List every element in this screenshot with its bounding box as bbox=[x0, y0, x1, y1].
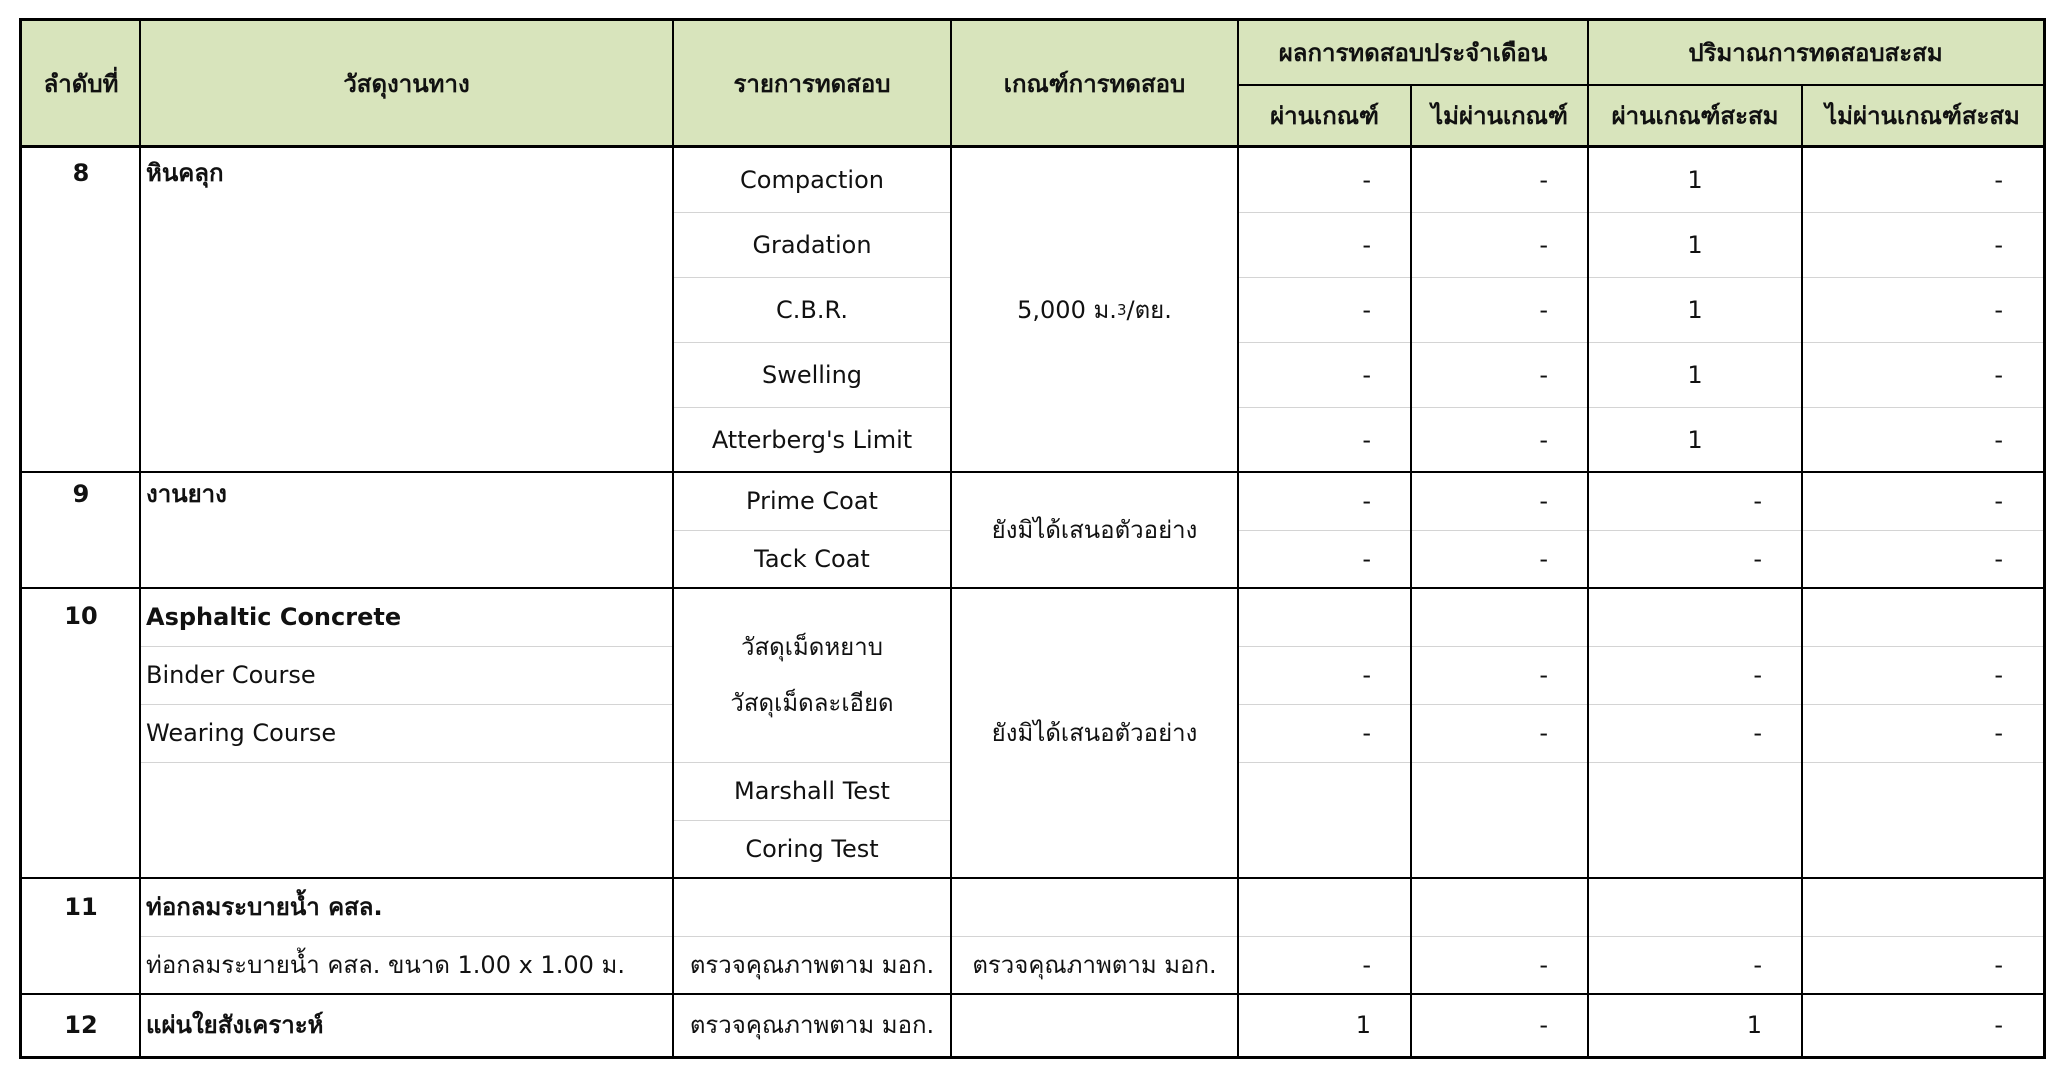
row8-sep-3 bbox=[673, 342, 951, 343]
row10-sep-test-2 bbox=[673, 820, 951, 821]
row8-sep-vals-4 bbox=[1238, 407, 2043, 408]
header-cum-pass: ผ่านเกณฑ์สะสม bbox=[1588, 85, 1802, 147]
row8-test-3: C.B.R. bbox=[776, 295, 848, 324]
row12-test: ตรวจคุณภาพตาม มอก. bbox=[689, 1011, 935, 1039]
row8-cp-5: 1 bbox=[1687, 425, 1703, 454]
row9-cf-1: - bbox=[1994, 487, 2003, 515]
row11-mp: - bbox=[1362, 951, 1371, 979]
row9-test-2: Tack Coat bbox=[754, 545, 870, 573]
row8-mf-5: - bbox=[1539, 425, 1548, 454]
grid-v-6 bbox=[1587, 21, 1589, 1056]
row10-test-fine: วัสดุเม็ดละเอียด bbox=[730, 689, 894, 717]
row11-criteria: ตรวจคุณภาพตาม มอก. bbox=[972, 951, 1217, 979]
row9-sep-test bbox=[673, 530, 951, 531]
row10-sub-binder: Binder Course bbox=[146, 661, 316, 689]
row8-test-5: Atterberg's Limit bbox=[711, 425, 913, 454]
row10-mf-1: - bbox=[1539, 661, 1548, 689]
row10-cp-1: - bbox=[1753, 661, 1762, 689]
row8-cf-5: - bbox=[1994, 425, 2003, 454]
row10-no: 10 bbox=[64, 602, 98, 630]
row8-cf-4: - bbox=[1994, 360, 2003, 389]
row8-cf-3: - bbox=[1994, 295, 2003, 324]
row11-no: 11 bbox=[64, 893, 98, 921]
row8-test-4: Swelling bbox=[761, 360, 863, 389]
row9-test-1: Prime Coat bbox=[746, 487, 878, 515]
row10-cp-2: - bbox=[1753, 719, 1762, 747]
row8-criteria-prefix: 5,000 ม. bbox=[1017, 295, 1117, 324]
row10-test-aggregates bbox=[673, 588, 951, 762]
row8-cp-1: 1 bbox=[1687, 165, 1703, 194]
row10-sep-vals-3 bbox=[1238, 762, 2043, 763]
row8-no: 8 bbox=[72, 159, 90, 187]
row12-material: แผ่นใยสังเคราะห์ bbox=[146, 1011, 324, 1039]
row9-mp-2: - bbox=[1362, 545, 1371, 573]
row8-sep-vals-3 bbox=[1238, 342, 2043, 343]
row8-mf-2: - bbox=[1539, 230, 1548, 259]
row8-cf-2: - bbox=[1994, 230, 2003, 259]
header-monthly-fail: ไม่ผ่านเกณฑ์ bbox=[1411, 85, 1588, 147]
row10-test-marshall: Marshall Test bbox=[734, 777, 890, 805]
row10-mp-1: - bbox=[1362, 661, 1371, 689]
row10-cf-2: - bbox=[1994, 719, 2003, 747]
header-monthly-pass: ผ่านเกณฑ์ bbox=[1238, 85, 1411, 147]
row10-test-coarse: วัสดุเม็ดหยาบ bbox=[741, 633, 883, 661]
row9-mp-1: - bbox=[1362, 487, 1371, 515]
row8-cp-4: 1 bbox=[1687, 360, 1703, 389]
row8-material: หินคลุก bbox=[146, 159, 224, 187]
row9-cf-2: - bbox=[1994, 545, 2003, 573]
row8-cp-3: 1 bbox=[1687, 295, 1703, 324]
row8-test-1: Compaction bbox=[740, 165, 884, 194]
row12-cp: 1 bbox=[1746, 1011, 1762, 1039]
grid-v-3 bbox=[950, 21, 952, 1056]
row11-material: ท่อกลมระบายน้ำ คสล. bbox=[146, 893, 383, 921]
grid-h-row11-bottom bbox=[22, 993, 2043, 995]
row10-criteria: ยังมิได้เสนอตัวอย่าง bbox=[991, 719, 1198, 747]
row10-sep-material-3 bbox=[140, 762, 673, 763]
grid-h-row9-bottom bbox=[22, 587, 2043, 589]
row9-cp-1: - bbox=[1753, 487, 1762, 515]
row9-material: งานยาง bbox=[146, 480, 227, 508]
row9-sep-vals bbox=[1238, 530, 2043, 531]
row8-mp-2: - bbox=[1362, 230, 1371, 259]
row8-mp-4: - bbox=[1362, 360, 1371, 389]
grid-h-row8-bottom bbox=[22, 471, 2043, 473]
header-cum-fail: ไม่ผ่านเกณฑ์สะสม bbox=[1802, 85, 2043, 147]
grid-h-row10-bottom bbox=[22, 877, 2043, 879]
row10-sep-vals-2 bbox=[1238, 704, 2043, 705]
row8-sep-2 bbox=[673, 277, 951, 278]
row10-material: Asphaltic Concrete bbox=[146, 603, 402, 631]
row8-test-2: Gradation bbox=[752, 230, 872, 259]
row8-sep-1 bbox=[673, 212, 951, 213]
row10-test-coring: Coring Test bbox=[745, 835, 879, 863]
row8-mp-1: - bbox=[1362, 165, 1371, 194]
header-criteria: เกณฑ์การทดสอบ bbox=[951, 21, 1238, 147]
material-test-table bbox=[19, 18, 2046, 1059]
row12-mp: 1 bbox=[1355, 1011, 1371, 1039]
row8-sep-vals-2 bbox=[1238, 277, 2043, 278]
row8-mf-3: - bbox=[1539, 295, 1548, 324]
grid-h-header-split bbox=[1238, 84, 2043, 86]
row10-cf-1: - bbox=[1994, 661, 2003, 689]
grid-v-4 bbox=[1237, 21, 1239, 1056]
row10-sep-material-1 bbox=[140, 646, 673, 647]
row8-mp-5: - bbox=[1362, 425, 1371, 454]
row9-mf-2: - bbox=[1539, 545, 1548, 573]
row10-mp-2: - bbox=[1362, 719, 1371, 747]
row8-mf-1: - bbox=[1539, 165, 1548, 194]
header-material: วัสดุงานทาง bbox=[140, 21, 673, 147]
header-test: รายการทดสอบ bbox=[673, 21, 951, 147]
header-cumulative-group: ปริมาณการทดสอบสะสม bbox=[1588, 21, 2043, 85]
row11-cp: - bbox=[1753, 951, 1762, 979]
row9-no: 9 bbox=[72, 480, 90, 508]
row10-sep-test-1 bbox=[673, 762, 951, 763]
row8-mp-3: - bbox=[1362, 295, 1371, 324]
row8-criteria-suffix: /ตย. bbox=[1126, 295, 1172, 324]
grid-v-1 bbox=[139, 21, 141, 1056]
grid-h-header-bottom bbox=[22, 145, 2043, 148]
row8-mf-4: - bbox=[1539, 360, 1548, 389]
row9-cp-2: - bbox=[1753, 545, 1762, 573]
row8-sep-4 bbox=[673, 407, 951, 408]
row8-criteria: 5,000 ม. 3 /ตย. bbox=[1017, 295, 1172, 324]
row10-mf-2: - bbox=[1539, 719, 1548, 747]
row10-sep-material-2 bbox=[140, 704, 673, 705]
row11-cf: - bbox=[1994, 951, 2003, 979]
row11-sub: ท่อกลมระบายน้ำ คสล. ขนาด 1.00 x 1.00 ม. bbox=[146, 951, 625, 979]
row10-sep-vals-1 bbox=[1238, 646, 2043, 647]
row9-criteria: ยังมิได้เสนอตัวอย่าง bbox=[991, 516, 1198, 544]
row12-cf: - bbox=[1994, 1011, 2003, 1039]
row11-test: ตรวจคุณภาพตาม มอก. bbox=[689, 951, 935, 979]
row12-mf: - bbox=[1539, 1011, 1548, 1039]
header-monthly-group: ผลการทดสอบประจำเดือน bbox=[1238, 21, 1588, 85]
row8-cp-2: 1 bbox=[1687, 230, 1703, 259]
row8-sep-vals-1 bbox=[1238, 212, 2043, 213]
grid-v-2 bbox=[672, 21, 674, 1056]
grid-v-5 bbox=[1410, 85, 1412, 1056]
header-no: ลำดับที่ bbox=[22, 21, 140, 147]
row10-sub-wearing: Wearing Course bbox=[146, 719, 337, 747]
row11-sep bbox=[140, 936, 2043, 937]
row9-mf-1: - bbox=[1539, 487, 1548, 515]
row11-mf: - bbox=[1539, 951, 1548, 979]
row12-no: 12 bbox=[64, 1011, 98, 1039]
row8-cf-1: - bbox=[1994, 165, 2003, 194]
grid-v-7 bbox=[1801, 85, 1803, 1056]
